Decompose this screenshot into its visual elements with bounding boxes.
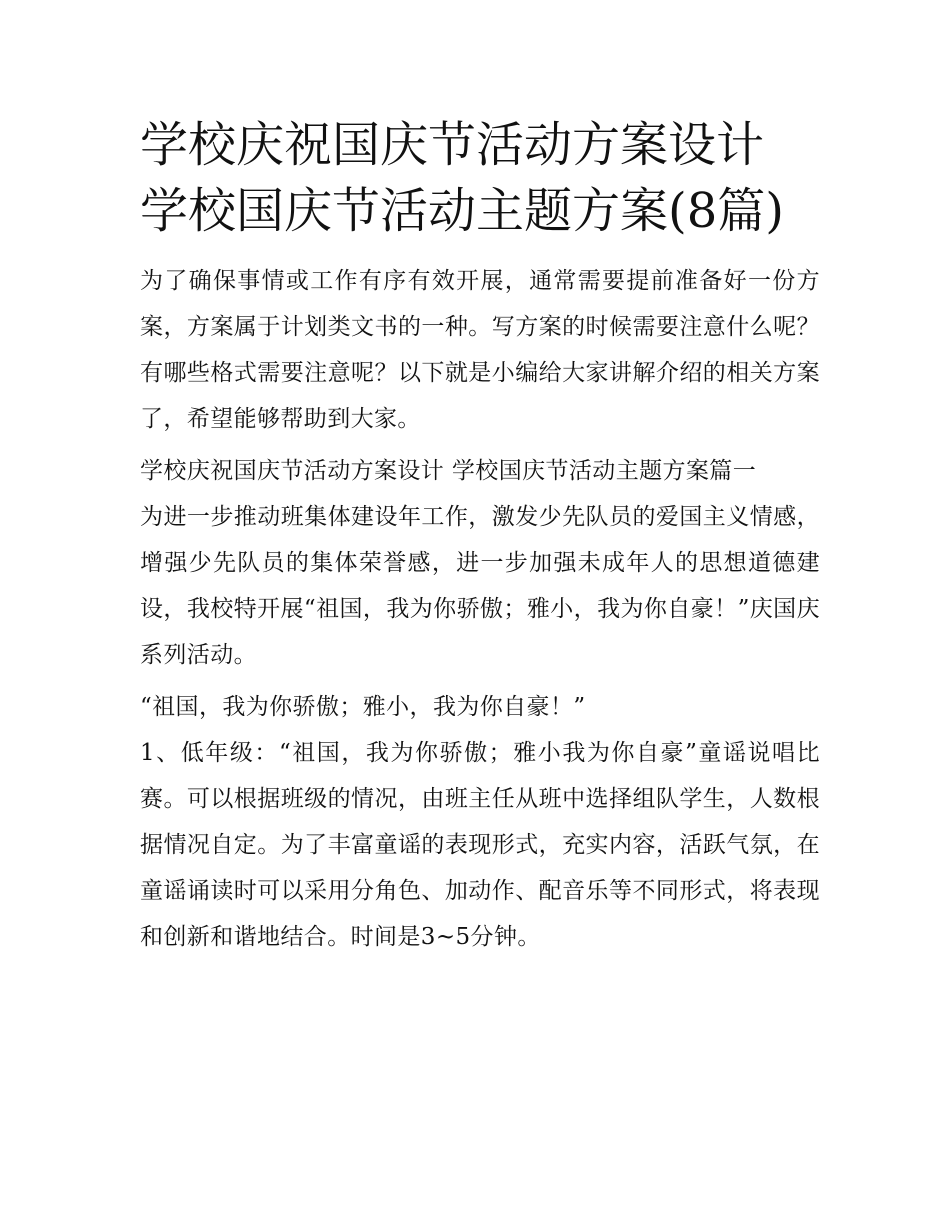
body-paragraph: 为进一步推动班集体建设年工作，激发少先队员的爱国主义情感，增强少先队员的集体荣誉感，进一步加强未成年人的思想道德建设，我校特开展“祖国，我为你骄傲；雅小，我为你自豪！”庆国庆系列活动。: [140, 504, 820, 668]
intro-paragraph: 为了确保事情或工作有序有效开展，通常需要提前准备好一份方案，方案属于计划类文书的一种。写方案的时候需要注意什么呢？有哪些格式需要注意呢？以下就是小编给大家讲解介绍的相关方案了，希望能够帮助到大家。: [140, 268, 820, 432]
slogan-paragraph: “祖国，我为你骄傲；雅小，我为你自豪！”: [140, 694, 586, 720]
document-page: [140, 112, 820, 966]
document-title: 学校庆祝国庆节活动方案设计 学校国庆节活动主题方案(8篇): [140, 117, 784, 239]
activity-paragraph: 1、低年级：“祖国，我为你骄傲；雅小我为你自豪”童谣说唱比赛。可以根据班级的情况，由班主任从班中选择组队学生，人数根据情况自定。为了丰富童谣的表现形式，充实内容，活跃气氛，在童谣诵读时可以采用分角色、加动作、配音乐等不同形式，将表现和创新和谐地结合。时间是3~5分钟。: [140, 740, 820, 950]
section-heading: 学校庆祝国庆节活动方案设计 学校国庆节活动主题方案篇一: [140, 458, 757, 484]
